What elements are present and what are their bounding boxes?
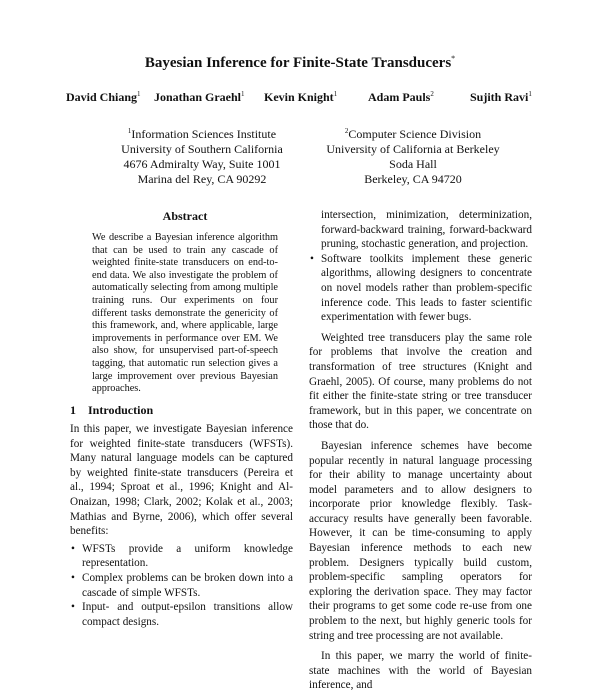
author-3: Kevin Knight$^1$ bbox=[264, 90, 338, 104]
list-item: • WFSTs provide a uniform knowledge representation. bbox=[71, 542, 293, 570]
bullet-icon: • bbox=[71, 571, 75, 584]
author-5: Sujith Ravi$^1$ bbox=[470, 90, 532, 104]
bullet-icon: • bbox=[310, 252, 314, 265]
bullet-icon: • bbox=[71, 601, 75, 614]
affiliation-1: $^1$Information Sciences Institute University of Southern California 4676 Admiralty Way, Suite 1001 Marina del Rey, CA 90292 bbox=[121, 127, 283, 186]
affiliation-2: $^2$Computer Science Division University of California at Berkeley Soda Hall Berkeley, CA 94720 bbox=[326, 127, 500, 186]
author-2: Jonathan Graehl$^1$ bbox=[154, 90, 245, 104]
paragraph-marry: In this paper, we marry the world of finite-state machines with the world of Bayesian inference, and bbox=[309, 650, 532, 692]
abstract-text: We describe a Bayesian inference algorithm that can be used to train any cascade of weighted finite-state transducers on end-to-end data. We also investigate the problem of automatically selecting from among multiple training runs. Our experiments on four different tasks demonstrate the genericity of this framework, and, where applicable, large improvements in performance over EM. We also show, for unsupervised part-of-speech tagging, that automatic run selection gives a large improvement over previous Bayesian approaches. bbox=[92, 232, 278, 395]
list-continuation: intersection, minimization, determinization, forward-backward training, forward-backward pruning, stochastic generation, and projection. bbox=[321, 209, 532, 251]
right-column bbox=[309, 208, 532, 693]
abstract-heading: Abstract bbox=[162, 209, 208, 223]
paper-title: Bayesian Inference for Finite-State Transducers* bbox=[144, 54, 456, 71]
intro-paragraph: In this paper, we investigate Bayesian inference for weighted finite-state transducers (WFSTs). Many natural language models can be captured by weighted finite-state transducers (Pereira et al., 1994; Sproat et al., 1996; Knight and Al-Onaizan, 1998; Clark, 2002; Kolak et al., 2003; Mathias and Byrne, 2006), which offer several benefits: bbox=[70, 423, 293, 538]
paragraph-bayesian-inference: Bayesian inference schemes have become popular recently in natural language processing for their ability to manage uncertainty about model parameters and to allow designers to incorporate prior knowledge flexibly. Task-accuracy results have generally been favorable. However, it can be time-consuming to apply Bayesian inference methods to each new problem. Designers typically build custom, problem-specific sampling operators for exploring the derivation space. They may factor their programs to get some code re-use from one problem to the next, but highly generic tools for string and tree processing are not available. bbox=[309, 439, 532, 642]
paragraph-tree-transducers: Weighted tree transducers play the same role for problems that involve the creation and transformation of tree structures (Knight and Graehl, 2005). Of course, many problems do not fit either the finite-state string or tree transducer framework, but in this paper, we concentrate on those that do. bbox=[309, 331, 532, 432]
author-1: David Chiang$^1$ bbox=[66, 90, 141, 104]
benefits-list bbox=[70, 542, 293, 630]
bullet-icon: • bbox=[71, 542, 75, 555]
toolkit-list bbox=[309, 252, 532, 325]
title-footnote-mark: * bbox=[451, 54, 456, 63]
list-item: • Complex problems can be broken down into a cascade of simple WFSTs. bbox=[71, 571, 293, 599]
section-heading-introduction: 1 Introduction bbox=[70, 403, 154, 417]
list-item: • Software toolkits implement these generic algorithms, allowing designers to concentrate on novel models rather than problem-specific inference code. This leads to faster scientific experimentation with fewer bugs. bbox=[310, 252, 532, 324]
author-4: Adam Pauls$^2$ bbox=[368, 90, 434, 104]
left-column bbox=[70, 422, 293, 629]
list-item: • Input- and output-epsilon transitions allow compact designs. bbox=[71, 601, 293, 628]
